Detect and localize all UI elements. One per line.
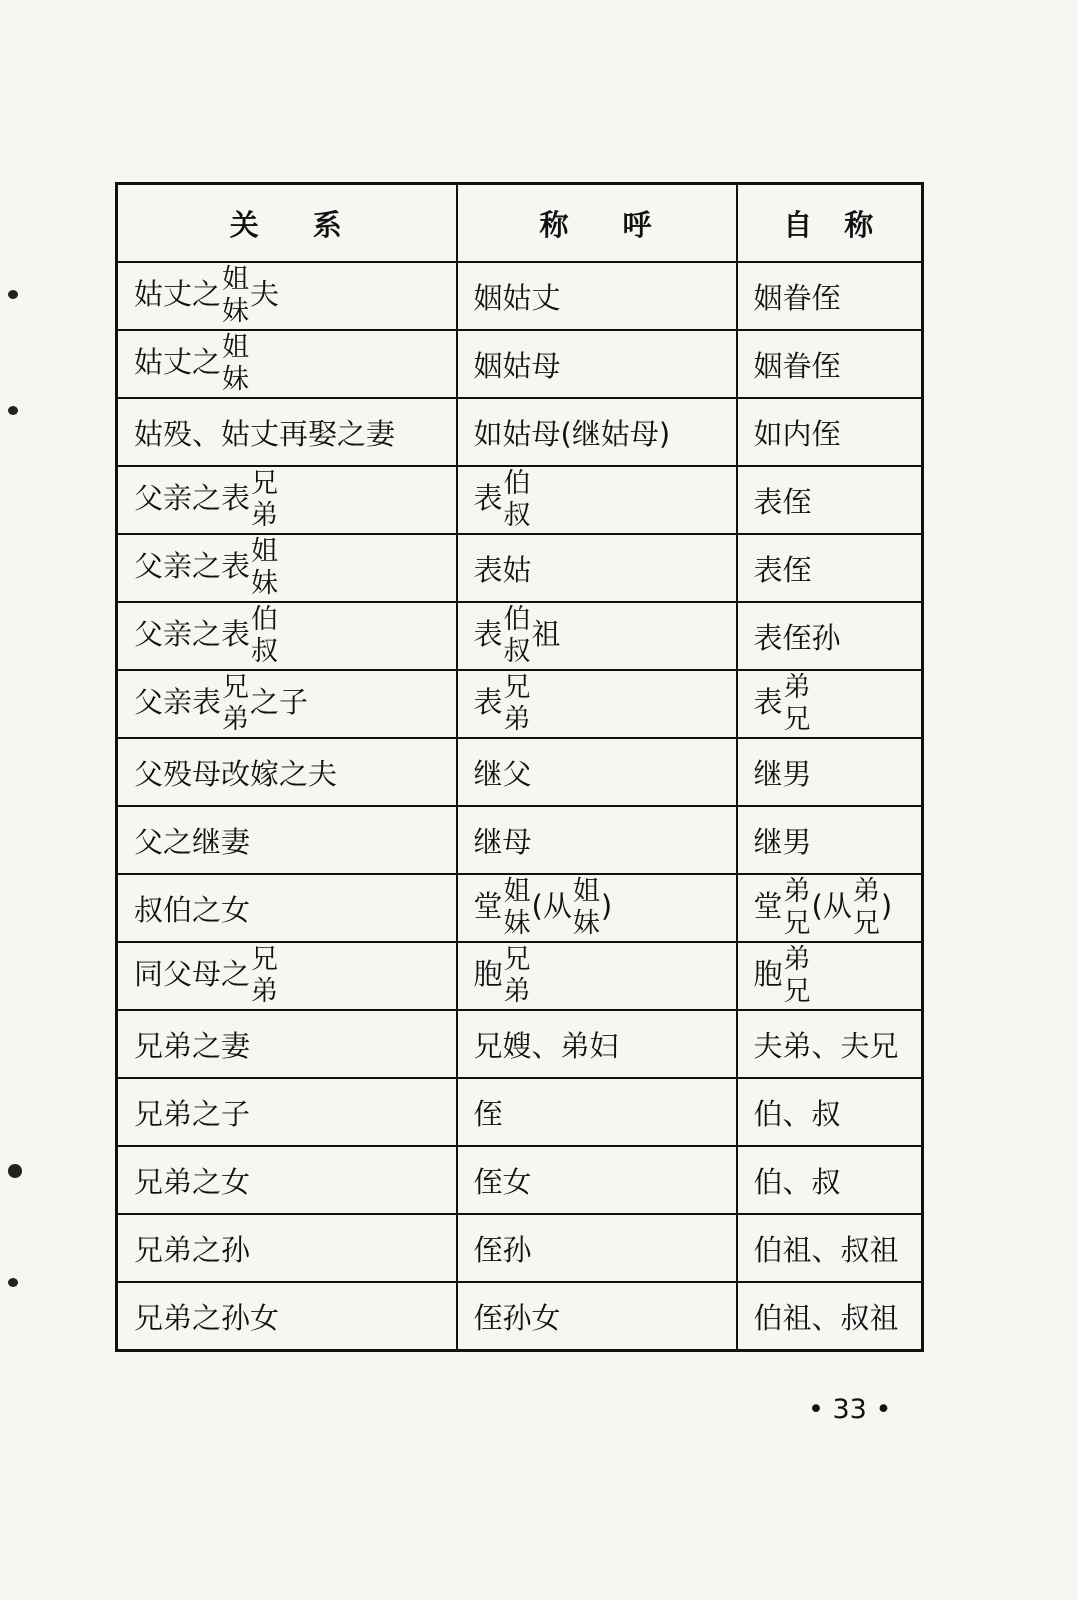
cell-text: 同父母之 [134, 957, 251, 991]
header-self: 自 称 [737, 184, 923, 263]
cell-text: 夫 [250, 277, 280, 311]
cell-text: 表侄 [753, 484, 812, 519]
stacked-char: 弟 [783, 876, 811, 907]
cell-text: 姑丈之 [134, 277, 222, 311]
table-header-row [117, 184, 923, 263]
stacked-char: 兄 [251, 468, 279, 499]
cell-relation [117, 534, 457, 602]
table-row [117, 1282, 923, 1351]
cell-text: 侄女 [473, 1164, 532, 1199]
stacked-alternatives [853, 876, 880, 940]
header-relation: 关 系 [117, 184, 457, 263]
cell-text: 父殁母改嫁之夫 [134, 756, 338, 791]
cell-call [457, 398, 737, 466]
cell-call [457, 670, 737, 738]
table-row [117, 602, 923, 670]
cell-text: 伯祖、叔祖 [753, 1300, 899, 1335]
cell-call [457, 1010, 737, 1078]
cell-text: 姻姑丈 [473, 280, 561, 315]
table-row [117, 330, 923, 398]
cell-call [457, 602, 737, 670]
cell-text: 姻眷侄 [753, 280, 841, 315]
stacked-alternatives [784, 876, 811, 940]
cell-call [457, 1282, 737, 1351]
cell-relation [117, 942, 457, 1010]
cell-text: 之子 [250, 685, 309, 719]
cell-self [737, 534, 923, 602]
stacked-char: 叔 [251, 636, 279, 667]
cell-self [737, 670, 923, 738]
table-row [117, 874, 923, 942]
cell-text: 兄弟之孙 [134, 1232, 251, 1267]
cell-relation [117, 738, 457, 806]
table-row [117, 942, 923, 1010]
stacked-char: 妹 [503, 908, 531, 939]
cell-self [737, 466, 923, 534]
cell-text: 父亲表 [134, 685, 222, 719]
cell-self [737, 602, 923, 670]
stacked-char: 姐 [572, 876, 600, 907]
stacked-char: 弟 [503, 704, 531, 735]
stacked-alternatives [251, 944, 278, 1008]
cell-text: 侄 [473, 1096, 503, 1131]
stacked-alternatives [222, 332, 249, 396]
stacked-char: 妹 [222, 296, 250, 327]
table-row [117, 262, 923, 330]
header-call: 称 呼 [457, 184, 737, 263]
table-row [117, 1078, 923, 1146]
stacked-char: 姐 [222, 332, 250, 363]
cell-self [737, 1146, 923, 1214]
cell-text: ) [880, 889, 893, 923]
table-row [117, 1214, 923, 1282]
stacked-alternatives [222, 264, 249, 328]
stacked-char: 兄 [783, 908, 811, 939]
cell-text: 侄孙 [473, 1232, 532, 1267]
stacked-char: 姐 [222, 264, 250, 295]
cell-call [457, 738, 737, 806]
table-row [117, 398, 923, 466]
stacked-char: 妹 [251, 568, 279, 599]
stacked-char: 弟 [222, 704, 250, 735]
stacked-char: 兄 [251, 944, 279, 975]
stacked-char: 伯 [503, 468, 531, 499]
cell-text: 伯祖、叔祖 [753, 1232, 899, 1267]
cell-self [737, 1078, 923, 1146]
cell-relation [117, 670, 457, 738]
stacked-alternatives [504, 604, 531, 668]
cell-self [737, 1282, 923, 1351]
cell-text: 继父 [473, 756, 532, 791]
cell-call [457, 1146, 737, 1214]
stacked-alternatives [504, 944, 531, 1008]
stacked-char: 妹 [222, 364, 250, 395]
stacked-char: 妹 [572, 908, 600, 939]
table-row [117, 806, 923, 874]
cell-text: 父亲之表 [134, 617, 251, 651]
cell-text: 表 [473, 481, 503, 515]
cell-self [737, 942, 923, 1010]
cell-text: 如姑母(继姑母) [473, 416, 671, 451]
stacked-char: 兄 [503, 944, 531, 975]
cell-text: 祖 [531, 617, 561, 651]
cell-call [457, 1214, 737, 1282]
cell-text: 父亲之表 [134, 549, 251, 583]
cell-text: 如内侄 [753, 416, 841, 451]
stacked-char: 伯 [251, 604, 279, 635]
cell-text: 侄孙女 [473, 1300, 561, 1335]
stacked-char: 兄 [852, 908, 880, 939]
stacked-char: 兄 [503, 672, 531, 703]
cell-call [457, 1078, 737, 1146]
cell-text: 姻姑母 [473, 348, 561, 383]
stacked-char: 弟 [852, 876, 880, 907]
stacked-char: 姐 [503, 876, 531, 907]
table-body [117, 262, 923, 1351]
cell-text: 堂 [753, 889, 783, 923]
cell-text: 兄嫂、弟妇 [473, 1028, 619, 1063]
margin-mark [8, 290, 18, 299]
cell-relation [117, 806, 457, 874]
stacked-alternatives [251, 604, 278, 668]
table-row [117, 670, 923, 738]
table-row [117, 534, 923, 602]
cell-self [737, 398, 923, 466]
stacked-alternatives [784, 944, 811, 1008]
cell-text: 表 [473, 617, 503, 651]
cell-text: 兄弟之子 [134, 1096, 251, 1131]
cell-call [457, 874, 737, 942]
table-row [117, 1010, 923, 1078]
cell-self [737, 1010, 923, 1078]
cell-relation [117, 1010, 457, 1078]
stacked-alternatives [784, 672, 811, 736]
cell-relation [117, 398, 457, 466]
margin-mark [8, 406, 18, 415]
cell-self [737, 262, 923, 330]
stacked-char: 兄 [783, 976, 811, 1007]
stacked-alternatives [251, 536, 278, 600]
cell-self [737, 1214, 923, 1282]
table-row [117, 738, 923, 806]
stacked-char: 弟 [783, 672, 811, 703]
cell-text: 胞 [753, 957, 783, 991]
kinship-table [115, 182, 924, 1352]
cell-relation [117, 1146, 457, 1214]
cell-text: 表 [473, 685, 503, 719]
cell-text: 兄弟之女 [134, 1164, 251, 1199]
cell-text: 继男 [753, 824, 812, 859]
cell-text: ) [600, 889, 613, 923]
cell-relation [117, 1078, 457, 1146]
table-row [117, 1146, 923, 1214]
cell-text: (从 [811, 889, 852, 923]
cell-text: 继男 [753, 756, 812, 791]
stacked-char: 弟 [783, 944, 811, 975]
cell-relation [117, 330, 457, 398]
stacked-char: 弟 [503, 976, 531, 1007]
cell-text: 父亲之表 [134, 481, 251, 515]
cell-text: 兄弟之妻 [134, 1028, 251, 1063]
cell-text: 伯、叔 [753, 1096, 841, 1131]
cell-call [457, 466, 737, 534]
cell-text: 姻眷侄 [753, 348, 841, 383]
cell-text: 姑丈之 [134, 345, 222, 379]
cell-text: 父之继妻 [134, 824, 251, 859]
stacked-alternatives [504, 876, 531, 940]
cell-text: 继母 [473, 824, 532, 859]
cell-self [737, 874, 923, 942]
cell-relation [117, 874, 457, 942]
stacked-char: 弟 [251, 976, 279, 1007]
cell-text: 表侄 [753, 552, 812, 587]
cell-call [457, 806, 737, 874]
cell-call [457, 534, 737, 602]
margin-mark [8, 1278, 18, 1287]
stacked-char: 叔 [503, 636, 531, 667]
cell-relation [117, 466, 457, 534]
cell-text: 表 [753, 685, 783, 719]
cell-text: 夫弟、夫兄 [753, 1028, 899, 1063]
cell-text: (从 [531, 889, 572, 923]
cell-text: 叔伯之女 [134, 892, 251, 927]
table-row [117, 466, 923, 534]
cell-text: 兄弟之孙女 [134, 1300, 280, 1335]
cell-call [457, 942, 737, 1010]
cell-text: 表侄孙 [753, 620, 841, 655]
stacked-char: 兄 [783, 704, 811, 735]
cell-text: 伯、叔 [753, 1164, 841, 1199]
cell-relation [117, 1214, 457, 1282]
stacked-char: 伯 [503, 604, 531, 635]
stacked-alternatives [504, 672, 531, 736]
cell-self [737, 806, 923, 874]
stacked-alternatives [504, 468, 531, 532]
cell-self [737, 330, 923, 398]
stacked-alternatives [222, 672, 249, 736]
cell-relation [117, 1282, 457, 1351]
stacked-char: 弟 [251, 500, 279, 531]
page-number: • 33 • [808, 1394, 892, 1425]
stacked-char: 姐 [251, 536, 279, 567]
stacked-alternatives [573, 876, 600, 940]
margin-mark [8, 1164, 22, 1178]
cell-relation [117, 602, 457, 670]
cell-text: 姑殁、姑丈再娶之妻 [134, 416, 396, 451]
cell-text: 胞 [473, 957, 503, 991]
cell-call [457, 330, 737, 398]
cell-text: 表姑 [473, 552, 532, 587]
cell-self [737, 738, 923, 806]
cell-call [457, 262, 737, 330]
cell-text: 堂 [473, 889, 503, 923]
stacked-alternatives [251, 468, 278, 532]
cell-relation [117, 262, 457, 330]
stacked-char: 叔 [503, 500, 531, 531]
stacked-char: 兄 [222, 672, 250, 703]
